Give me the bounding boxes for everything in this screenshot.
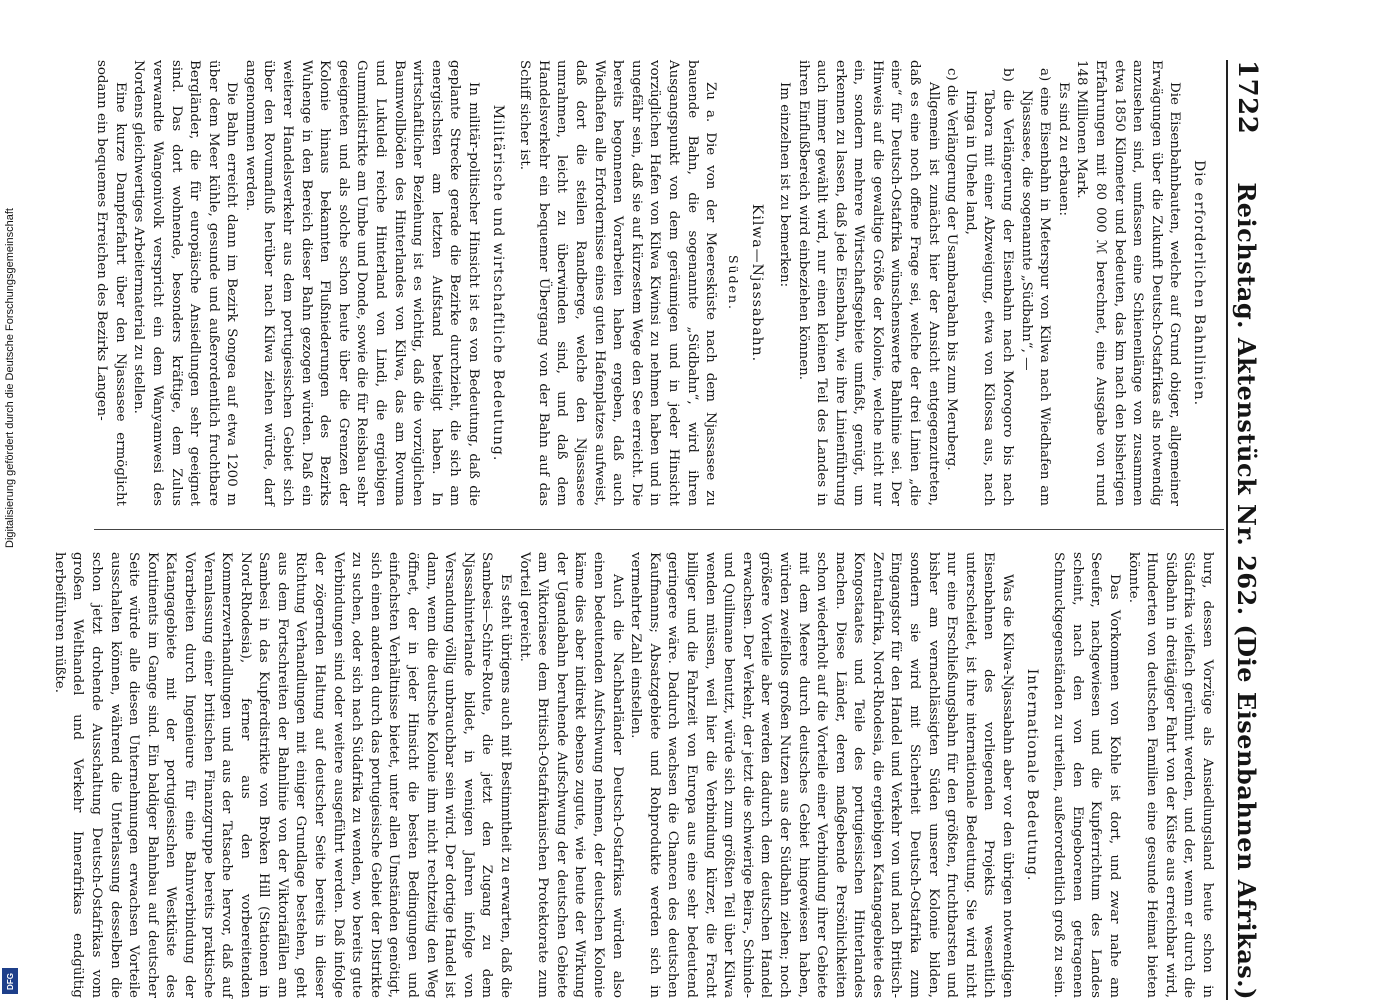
page-number: 1722 xyxy=(1232,60,1262,135)
paragraph: Es steht übrigens auch mit Bestimmtheit zu erwarten, daß die Sambesi—Schire-Route, die jetzt den Zugang zu dem Njassahinterlande bildet, in wenigen Jahren infolge von Versandung völlig unbrauchbar sein wird. Der dortige Handel ist dann, wenn die deutsche Kolonie ihm nicht rechtzeitig den Weg öffnet, der in jeder Hinsicht die besten Bedingungen und einfachsten Verhältnisse bietet, unter allen Umständen genötigt, sich einen anderen durch das portugiesische Gebiet der Distrikte zu suchen, oder sich nach Südafrika zu wenden, wo bereits gute Verbindungen sind oder weitere ausgeführt werden. Daß infolge der zögernden Haltung auf deutscher Seite bereits in dieser Richtung Verhandlungen mit einiger Grundlage bestehen, geht aus dem Fortschreiten der Bahnlinie von der Viktoriafällen am Sambesi in das Kupferdistrikte von Broken Hill (Stationen in Nord-Rhodesia), ferner aus den vorbereitenden Kommerzverhandlungen und aus der Tatsache hervor, daß auf Veranlassung einer britischen Finanzgruppe bereits praktische Vorarbeiten durch Ingenieure für eine Bahnverbindung der Katangagebiete mit der portugiesischen Westküste des Kontinents im Gange sind. Ein baldiger Bahnbau auf deutscher Seite würde alle diesen Unternehmungen erwachsen Vorteile ausschalten können, während die Unterlassung desselben die schon jetzt drohende Ausschaltung Deutsch-Ostafrikas vom großen Welthandel und Verkehr Innerafrikas endgültig herbeiführen müßte. xyxy=(51,552,514,998)
paragraph: Auch die Nachbarländer Deutsch-Ostafrikas würden also einen bedeutenden Aufschwung nehmen, der deutschen Kolonie käme dies aber indirekt ebenso zugute, wie heute der Wirkung der Ugandabahn beruhende Aufschwung der deutschen Gebiete am Viktoriasee dem Britisch-Ostafrikanischen Protektorate zum Vorteil gereicht. xyxy=(516,552,625,998)
funding-credit: Digitalisierung gefördert durch die Deutsche Forschungsgemeinschaft xyxy=(4,208,16,548)
paragraph: Eine kurze Dampferfahrt über den Njassasee ermöglicht sodann ein bequemes Erreichen des Bezirks Langen- xyxy=(94,60,128,506)
logo-text: DFG xyxy=(5,972,15,990)
subsection-heading: Kilwa—Njassabahn. xyxy=(749,203,766,363)
paragraph: burg, dessen Vorzüge als Ansiedlungsland heute schon in Südafrika vielfach gerühmt werden, und der, wenn er durch die Südbahn in dreitägiger Fahrt von der Küste aus erreichbar wird, Hunderten von deutschen Familien eine gesunde Heimat bieten könnte. xyxy=(1125,552,1215,998)
list-item: c) die Verlängerung der Usambarabahn bis zum Meruberg. xyxy=(944,68,960,471)
paragraph: Das Vorkommen von Kohle ist dort, und zwar nahe am Seeufer, nachgewiesen und die Kupferrichtum des Landes scheint, nach den von den Eingeborenen getragenen Schmuckgegenständen zu urteilen, außerordentlich groß zu sein. xyxy=(1051,552,1123,998)
right-column xyxy=(51,552,1216,998)
paragraph: Die Eisenbahnbauten, welche auf Grund obiger, allgemeiner Erwägungen über die Zukunft Deutsch-Ostafrikas als notwendig anzusehen sind, umfassen eine Schienenlänge von zusammen etwa 1850 Kilometer und bedeuten, das km nach den bisherigen Erfahrungen mit 80 000 ℳ berechnet, eine Ausgabe von rund 148 Millionen Mark. xyxy=(1074,60,1183,506)
section-heading: Die erforderlichen Bahnlinien. xyxy=(1191,159,1207,407)
railway-list xyxy=(942,60,1054,506)
paragraph: Allgemein ist zunächst hier der Ansicht entgegenzutreten, daß es eine noch offene Frage sei, welche der drei Linien „die eine“ für Deutsch-Ostafrika wünschenswerte Bahnlinie sei. Der Hinweis auf die gewaltige Größe der Kolonie, welche nicht nur ein, sondern mehrere Wirtschaftsgebiete umfaßt, genügt, um erkennen zu lassen, daß jede Eisenbahn, wie ihre Linienführung auch immer gewählt wird, nur einen kleinen Teil des Landes in ihren Einflußbereich wird einbeziehen können. xyxy=(795,60,941,506)
dfg-logo-icon xyxy=(2,968,18,994)
list-item: a) eine Eisenbahn in Meterspur von Kilwa nach Wiedhafen am Njassasee, die sogenannte „Südbahn“, — xyxy=(1018,68,1053,506)
section-heading: Internationale Bedeutung. xyxy=(1023,668,1040,882)
section-heading: Militärische und wirtschaftliche Bedeutung. xyxy=(489,104,506,462)
subsection-subheading: Süden. xyxy=(725,254,741,312)
left-column xyxy=(96,60,1216,506)
paragraph: Was die Kilwa-Njassabahn aber vor den übrigen notwendigen Eisenbahnen des vorliegenden Projekts wesentlich unterscheidet, ist ihre internationale Bedeutung. Sie wird nicht nur eine Erschließungsbahn für den größten, fruchtbarsten und bisher am vernachlässigten Süden unserer Kolonie bilden, sondern sie wird mit Sicherheit Deutsch-Ostafrika zum Eingangstor für den Handel und Verkehr von und nach Britisch-Zentralafrika, Nord-Rhodesia, die ergiebigen Katangagebiete des Kongostaates und Teile des portugiesischen Hinterlandes machen. Diese Länder, deren maßgebende Persönlichkeiten schon wiederholt auf die Vorteile einer Verbindung ihrer Gebiete mit dem Meere durch deutsches Gebiet hingewiesen haben, würden zweifellos großen Nutzen aus der Südbahn ziehen; noch größere Vorteile aber werden dadurch dem deutschen Handel erwachsen. Der Verkehr, der jetzt die schwierige Beira-, Schinde- und Quilimane benutzt, würde sich zum größten Teil über Kilwa wenden müssen, weil hier die Verbindung kürzer, die Fracht billiger und die Fahrzeit von Europa aus eine sehr bedeutend geringere wäre. Dadurch wachsen die Chancen des deutschen Kaufmanns; Absatzgebiete und Rohprodukte werden sich in vermehrter Zahl einstellen. xyxy=(628,552,1016,998)
paragraph: Im einzelnen ist zu bemerken: xyxy=(776,82,792,288)
page-header xyxy=(1226,60,1270,1000)
paragraph: Die Bahn erreicht dann im Bezirk Songea auf etwa 1200 m über dem Meer kühle, gesunde und außerordentlich fruchtbare Bergländer, die für europäische Ansiedlungen sehr geeignet sind. Das dort wohnende, besonders kräftige, dem Zulus verwandte Wangonivolk verspricht ein dem Wanyamwesi des Nordens gleichwertiges Arbeitermaterial zu stellen. xyxy=(131,60,240,506)
paragraph: In militär-politischer Hinsicht ist es von Bedeutung, daß die geplante Strecke gerade die Bezirke durchzieht, die sich am energischsten am letzten Aufstand beteiligt haben. In wirtschaftlicher Beziehung ist es wichtig, daß die vorzüglichen Baumwollböden des Hinterlandes von Kilwa, das am Rovuma und Lukuledi reiche Hinterland von Lindi, die ergiebigen Gummidistrikte am Umbe und Donde, sowie die für Reisbau sehr geeigneten und als solche schon heute über die Grenzen der Kolonie hinaus bekannten Flußniederungen des Bezirks Wuhenge in den Bereich dieser Bahn gezogen würden. Daß ein weiterer Handelsverkehr aus dem portugiesischen Gebiet sich über den Rovumafluß herüber nach Kilwa ziehen würde, darf angenommen werden. xyxy=(242,60,482,506)
page-title: Reichstag. Aktenstück Nr. 262. (Die Eisenbahnen Afrikas.) xyxy=(1232,182,1261,1000)
digitization-footer xyxy=(0,0,24,1000)
document-page xyxy=(51,60,1270,1000)
paragraph: Zu a. Die von der Meeresküste nach dem Njassasee zu bauende Bahn, die sogenannte „Südbahn“, wird ihren Ausgangspunkt von dem geräumigen und in jeder Hinsicht vorzüglichen Hafen von Kilwa Kiwinsi zu nehmen haben und in ungefähr sein, daß sie auf kürzestem Wege den See erreicht. Die bereits begonnenen Vorarbeiten haben ergeben, daß auch Wiedhafen alle Erfordernisse eines guten Hafenplatzes aufweist, daß dort die steilen Randberge, welche den Njassasee umrahmen, leicht zu überwinden sind, und daß dem Handelsverkehr ein bequemer Übergang von der Bahn auf das Schiff sicher ist. xyxy=(517,60,719,506)
column-divider xyxy=(94,529,1224,530)
list-item: b) die Verlängerung der Eisenbahn nach Morogoro bis nach Tabora mit einer Abzweigung, etwa von Kilossa aus, nach Iringa in Uhehe land, xyxy=(962,68,1016,506)
paragraph: Es sind zu erbauen: xyxy=(1055,82,1071,217)
